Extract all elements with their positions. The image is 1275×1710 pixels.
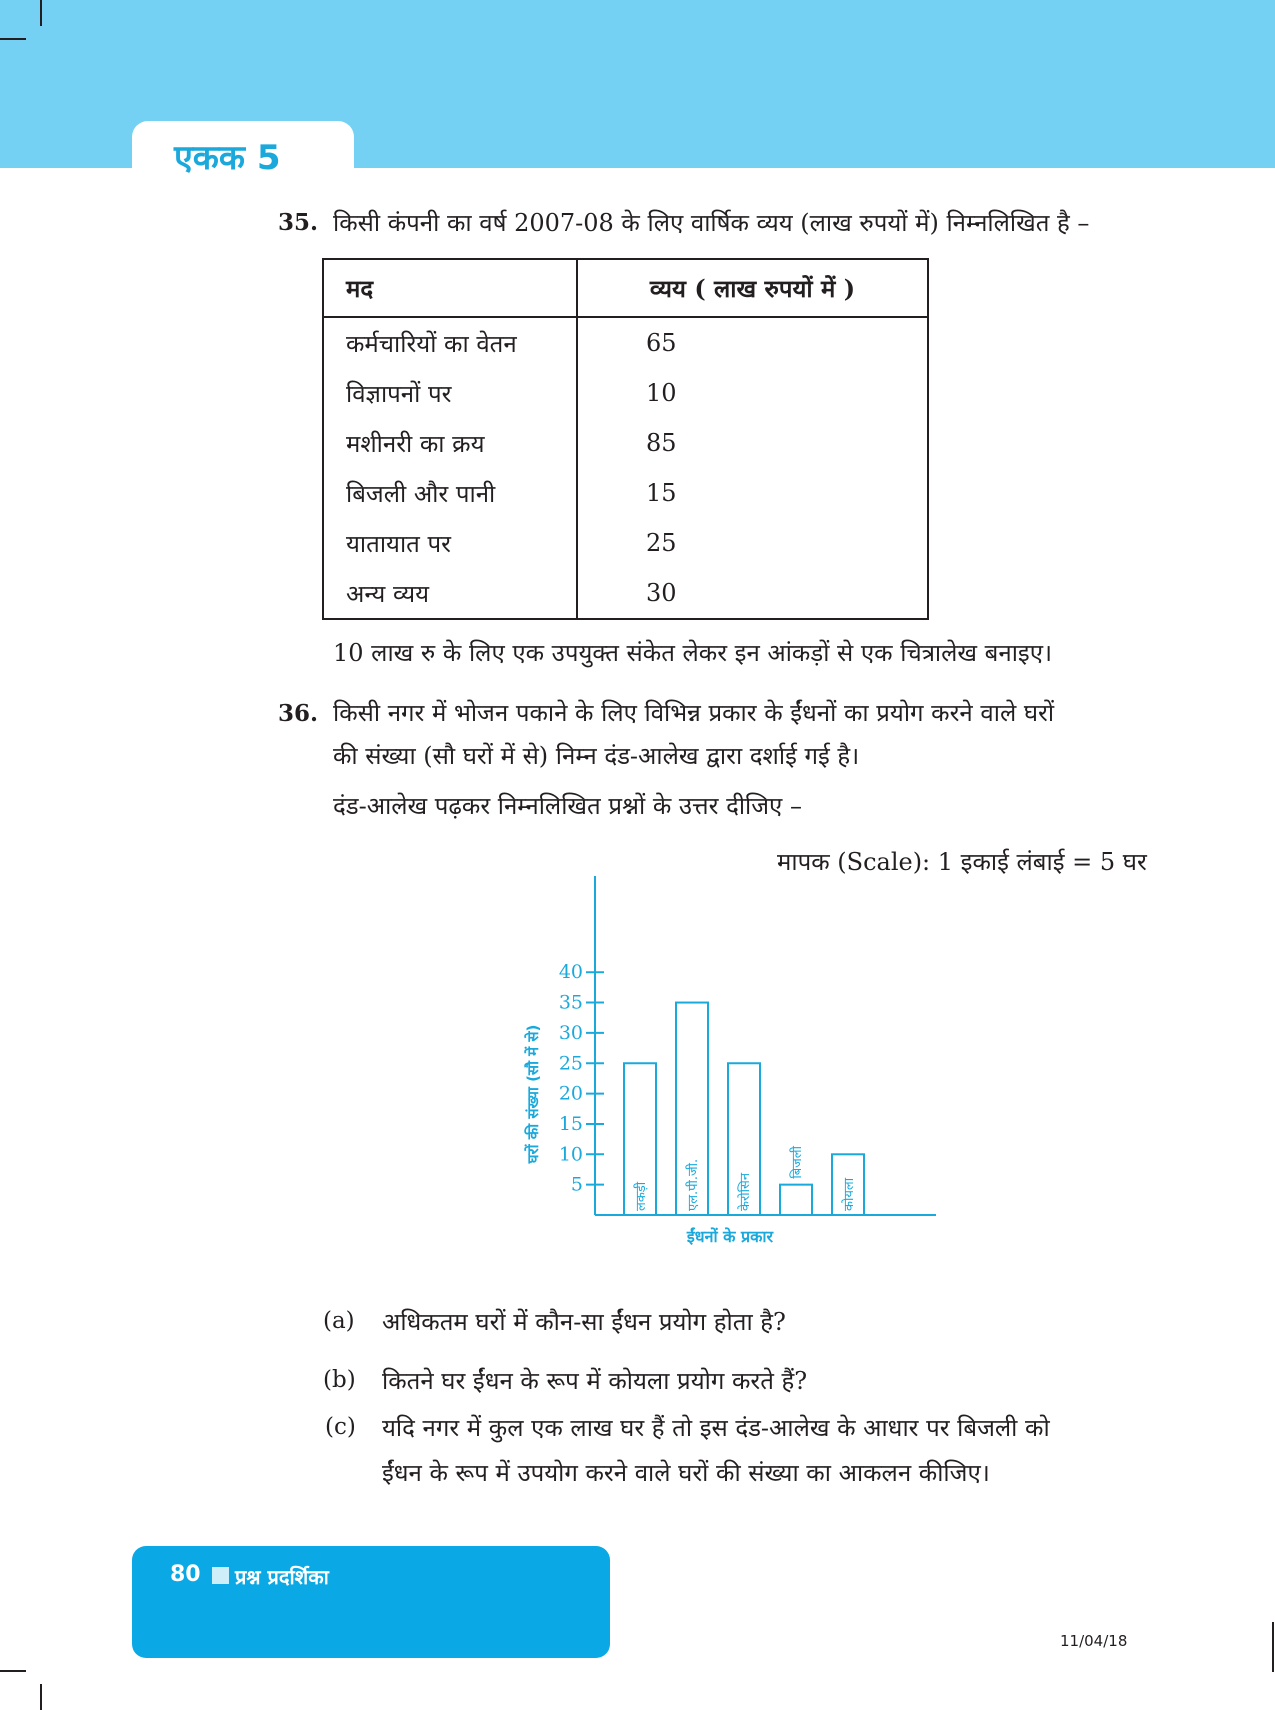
y-tick-label: 5: [570, 1173, 583, 1196]
option-text: ईंधन के रूप में उपयोग करने वाले घरों की संख्या का आकलन कीजिए।: [382, 1459, 990, 1487]
table-row: [323, 468, 928, 518]
option-label: (c): [325, 1414, 356, 1440]
question-number: 35.: [278, 209, 319, 236]
crop-mark: [40, 0, 42, 26]
page-number: 80: [170, 1562, 201, 1587]
y-tick-label: 15: [558, 1112, 583, 1135]
y-tick-label: 20: [558, 1082, 583, 1105]
table-row: [323, 368, 928, 418]
fuel-bar-chart: [510, 862, 950, 1252]
crop-mark: [40, 1684, 42, 1710]
unit-label: एकक 5: [174, 138, 281, 178]
table-header-row: [323, 259, 928, 317]
crop-mark: [0, 1670, 26, 1672]
table-cell-item: यातायात पर: [323, 518, 577, 568]
y-tick-label: 35: [558, 991, 583, 1014]
option-text: अधिकतम घरों में कौन-सा ईंधन प्रयोग होता है?: [382, 1308, 786, 1336]
bar-label: केरोसिन: [738, 1172, 753, 1211]
book-title: प्रश्न प्रदर्शिका: [235, 1565, 329, 1589]
y-tick-label: 30: [558, 1021, 583, 1044]
instruction-text: 10 लाख रु के लिए एक उपयुक्त संकेत लेकर इन आंकड़ों से एक चित्रालेख बनाइए।: [333, 639, 1053, 667]
table-cell-value: 85: [646, 429, 677, 457]
question-text-line: दंड-आलेख पढ़कर निम्नलिखित प्रश्नों के उत्तर दीजिए –: [333, 792, 802, 820]
crop-mark: [1272, 1622, 1274, 1672]
page-footer: [132, 1546, 610, 1658]
x-axis-label: ईंधनों के प्रकार: [686, 1227, 774, 1246]
y-tick-label: 10: [558, 1143, 583, 1166]
y-axis-label: घरों की संख्या (सौ में से): [524, 1024, 542, 1164]
option-text: यदि नगर में कुल एक लाख घर हैं तो इस दंड-आलेख के आधार पर बिजली को: [382, 1414, 1050, 1442]
table-cell-value: 15: [646, 479, 677, 507]
bar-label: बिजली: [790, 1146, 805, 1179]
table-cell-value: 65: [646, 329, 677, 357]
crop-mark: [0, 38, 26, 40]
table-cell-item: अन्य व्यय: [323, 568, 577, 619]
question-text: किसी कंपनी का वर्ष 2007-08 के लिए वार्षिक व्यय (लाख रुपयों में) निम्नलिखित है –: [333, 209, 1090, 237]
bar-label: लकड़ी: [634, 1181, 649, 1211]
option-label: (a): [323, 1308, 355, 1334]
bar-label: एल.पी.जी.: [686, 1158, 701, 1211]
table-row: [323, 418, 928, 468]
y-tick-label: 40: [558, 961, 583, 984]
table-row: [323, 317, 928, 368]
table-cell-item: मशीनरी का क्रय: [323, 418, 577, 468]
table-cell-item: बिजली और पानी: [323, 468, 577, 518]
question-text-line: की संख्या (सौ घरों में से) निम्न दंड-आलेख द्वारा दर्शाई गई है।: [333, 742, 860, 770]
table-cell-item: विज्ञापनों पर: [323, 368, 577, 418]
bar-label: कोयला: [842, 1177, 857, 1211]
table-cell-value: 25: [646, 529, 677, 557]
question-text-line: किसी नगर में भोजन पकाने के लिए विभिन्न प्रकार के ईंधनों का प्रयोग करने वाले घरों: [333, 699, 1055, 727]
table-row: [323, 568, 928, 619]
print-date: 11/04/18: [1060, 1632, 1128, 1650]
table-cell-value: 30: [646, 579, 677, 607]
table-header-cost: व्यय ( लाख रुपयों में ): [577, 259, 928, 317]
table-header-item: मद: [323, 259, 577, 317]
unit-tab: [132, 121, 354, 181]
table-cell-item: कर्मचारियों का वेतन: [323, 317, 577, 368]
table-cell-value: 10: [646, 379, 677, 407]
option-label: (b): [323, 1367, 356, 1393]
bar: [780, 1185, 812, 1215]
y-tick-label: 25: [558, 1052, 583, 1075]
question-number: 36.: [278, 700, 319, 727]
expense-table: [322, 258, 929, 620]
table-row: [323, 518, 928, 568]
option-text: कितने घर ईंधन के रूप में कोयला प्रयोग करते हैं?: [382, 1367, 808, 1395]
scale-label: मापक (Scale): 1 इकाई लंबाई = 5 घर: [777, 848, 1147, 876]
square-bullet-icon: [212, 1567, 229, 1584]
